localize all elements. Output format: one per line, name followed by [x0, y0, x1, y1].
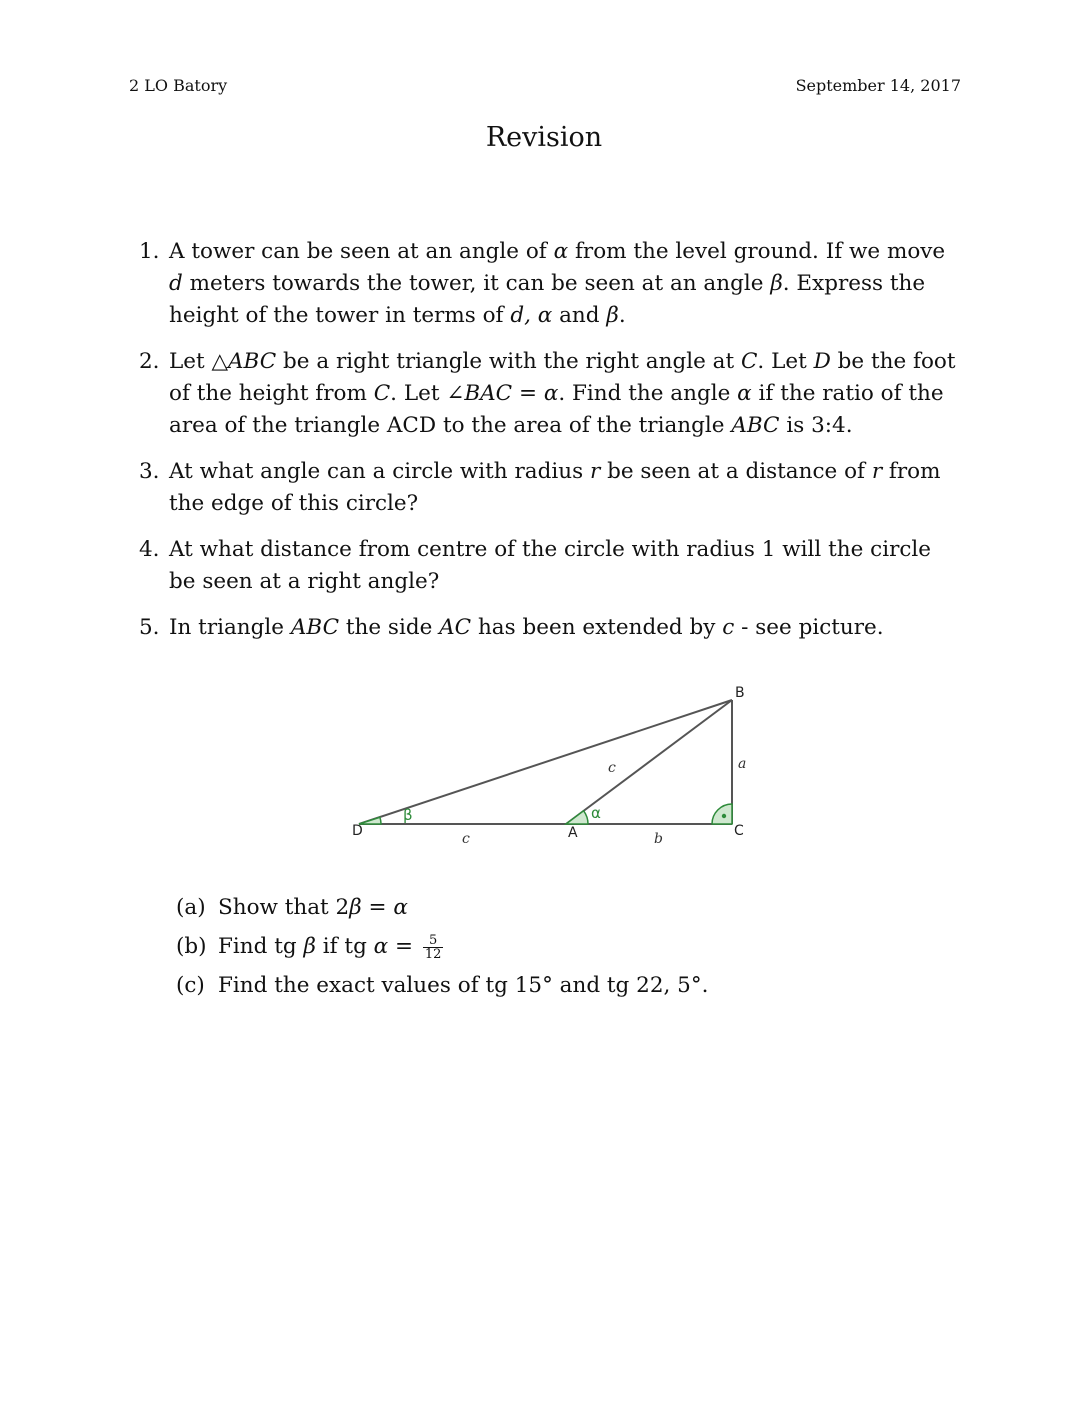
math-symbol: α	[737, 381, 752, 406]
problem-number: 1.	[139, 239, 160, 264]
fraction-numerator: 5	[423, 934, 444, 948]
angle-alpha-mark	[566, 811, 588, 824]
problem-number: 4.	[139, 537, 160, 562]
subpart-a	[176, 888, 708, 927]
problem-text	[169, 537, 931, 594]
math-symbol: D	[813, 349, 831, 374]
text-run: be seen at a distance of	[600, 459, 872, 484]
side-DB	[359, 700, 732, 824]
text-run: from the edge of this circle?	[169, 459, 941, 516]
math-symbol: β	[303, 934, 316, 959]
subpart-text	[218, 934, 420, 959]
right-angle-mark	[712, 804, 732, 824]
math-symbol: α	[553, 239, 569, 264]
math-symbol: ABC	[290, 615, 340, 640]
page-title: Revision	[485, 122, 603, 153]
text-run: has been extended by	[471, 615, 723, 640]
math-symbol: BAC	[464, 381, 513, 406]
text-run: the side	[339, 615, 440, 640]
subpart-label: (c)	[176, 973, 205, 998]
text-run: be the foot of the height from	[169, 349, 956, 406]
problem-4	[129, 534, 963, 598]
text-run: be a right triangle with the right angle at	[276, 349, 741, 374]
math-symbol: r	[871, 459, 883, 484]
math-symbol: β	[770, 271, 783, 296]
text-run: if tg	[315, 934, 374, 959]
header-left: 2 LO Batory	[129, 76, 228, 95]
problem-number: 5.	[139, 615, 160, 640]
problem-2	[129, 346, 963, 442]
math-symbol: α	[543, 381, 559, 406]
text-run: . Express the height of the tower in terms of	[169, 271, 926, 328]
math-symbol: α	[373, 934, 389, 959]
text-run: =	[361, 895, 394, 920]
side-label-c-lower: c	[462, 831, 470, 847]
subpart-text	[218, 973, 708, 998]
header-date: September 14, 2017	[795, 76, 961, 95]
problem-text	[169, 615, 884, 640]
text-run: At what distance from centre of the circle with radius 1 will the circle be seen at a right angle?	[169, 537, 931, 594]
problem-3	[129, 456, 963, 520]
math-symbol: r	[589, 459, 601, 484]
text-run: . Find the angle	[558, 381, 738, 406]
point-label-A: A	[568, 825, 578, 841]
text-run: and	[552, 303, 607, 328]
point-label-B: B	[735, 685, 745, 701]
triangle-figure	[345, 680, 755, 850]
text-run: Let △	[169, 349, 229, 374]
math-symbol: C	[373, 381, 391, 406]
text-run: Show that 2	[218, 895, 350, 920]
math-symbol: ABC	[731, 413, 780, 438]
fraction-denominator: 12	[424, 946, 442, 962]
problem-text	[169, 459, 941, 516]
math-symbol: β	[349, 895, 362, 920]
text-run: Find the exact values of tg 15° and tg 22, 5°.	[218, 973, 709, 998]
side-label-c-upper: c	[608, 760, 616, 776]
math-symbol: c	[722, 615, 735, 640]
math-symbol: C	[740, 349, 758, 374]
math-symbol: d	[169, 271, 183, 296]
subpart-b	[176, 927, 708, 966]
problem-text	[169, 349, 956, 438]
text-run: . Let ∠	[390, 381, 465, 406]
text-run: meters towards the tower, it can be seen at an angle	[182, 271, 771, 296]
fraction	[423, 934, 444, 961]
subpart-text	[218, 895, 408, 920]
subpart-label: (a)	[176, 895, 206, 920]
text-run: Find tg	[218, 934, 304, 959]
text-run: . Let	[757, 349, 814, 374]
point-label-C: C	[734, 823, 744, 839]
subpart-label: (b)	[176, 934, 207, 959]
side-label-a: a	[738, 756, 747, 772]
problem-text	[169, 239, 945, 328]
text-run: At what angle can a circle with radius	[169, 459, 590, 484]
problem-5	[129, 612, 963, 644]
text-run: In triangle	[169, 615, 291, 640]
text-run: A tower can be seen at an angle of	[169, 239, 554, 264]
text-run: from the level ground. If we move	[568, 239, 946, 264]
problem-number: 3.	[139, 459, 160, 484]
text-run: if the ratio of the area of the triangle ACD to the area of the triangle	[169, 381, 944, 438]
text-run: is 3:4.	[779, 413, 853, 438]
math-symbol: β	[606, 303, 619, 328]
math-symbol: α	[393, 895, 408, 920]
subpart-c	[176, 966, 708, 1005]
right-angle-dot	[722, 814, 726, 818]
angle-label-beta: β	[403, 806, 413, 824]
text-run: =	[388, 934, 420, 959]
problem-1	[129, 236, 963, 332]
text-run: =	[512, 381, 544, 406]
point-label-D: D	[352, 823, 363, 839]
angle-label-alpha: α	[591, 804, 601, 822]
text-run: - see picture.	[734, 615, 884, 640]
math-symbol: AC	[439, 615, 472, 640]
math-symbol: ABC	[228, 349, 277, 374]
math-symbol: d, α	[510, 303, 553, 328]
problem-list	[129, 236, 963, 644]
text-run: .	[618, 303, 626, 328]
side-label-b: b	[654, 831, 663, 847]
problem-number: 2.	[139, 349, 160, 374]
subpart-list	[176, 888, 708, 1005]
